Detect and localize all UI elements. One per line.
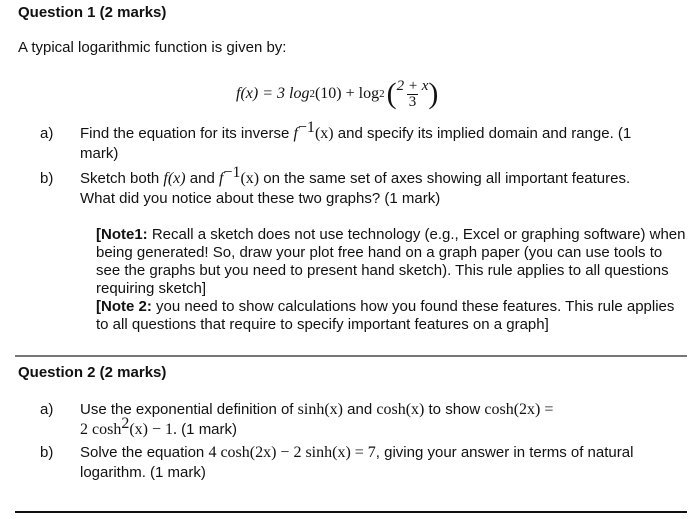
fraction-denominator: 3 <box>408 93 417 110</box>
right-paren: ) <box>428 77 439 110</box>
left-paren: ( <box>386 77 397 110</box>
q1-a-label: a) <box>40 125 54 142</box>
logarithmic-function-formula: f(x) = 3 log 2 (10) + log 2 ( $\frac{2 + x}{3}$ ) <box>236 77 439 110</box>
question-1-title: Question 1 (2 marks) <box>18 4 167 21</box>
q2-b-label: b) <box>40 444 54 461</box>
formula-mid: (10) + log <box>314 85 380 102</box>
bottom-divider <box>15 511 687 513</box>
note-2: [Note 2: you need to show calculations how you found these features. This rule applies to all questions that require to specify important features on a graph] <box>96 298 675 333</box>
q2-b-text: Solve the equation 4 cosh(2x) − 2 sinh(x) = 7, giving your answer in terms of natural logarithm. (1 mark) <box>80 444 634 481</box>
q1-a-text: Find the equation for its inverse $f^{-1}(x)$ and specify its implied domain and range. (1 mark) <box>80 119 632 162</box>
section-divider <box>15 355 687 357</box>
fraction-numerator: 2 + x <box>396 77 429 94</box>
q1-b-label: b) <box>40 170 54 187</box>
q2-a-text: Use the exponential definition of sinh(x) and cosh(x) to show cosh(2x) = 2 $\cosh^2(x) - 1$. (1 mark) <box>80 401 554 438</box>
question-2-title: Question 2 (2 marks) <box>18 364 167 381</box>
question-1-intro: A typical logarithmic function is given by: <box>18 39 287 56</box>
fraction <box>397 79 429 110</box>
q2-a-label: a) <box>40 401 54 418</box>
formula-lhs: f(x) = 3 log <box>236 85 310 102</box>
note-1: [Note1: Recall a sketch does not use technology (e.g., Excel or graphing software) when being generated! So, draw your plot free hand on a graph paper (you can use tools to see the graphs but you need to present hand sketch). This rule applies to all questions requiring sketch] <box>96 226 686 297</box>
q1-b-text: Sketch both f(x) and $f^{-1}(x)$ on the same set of axes showing all important features. What did you notice about these two graphs? (1 mark) <box>80 164 631 207</box>
